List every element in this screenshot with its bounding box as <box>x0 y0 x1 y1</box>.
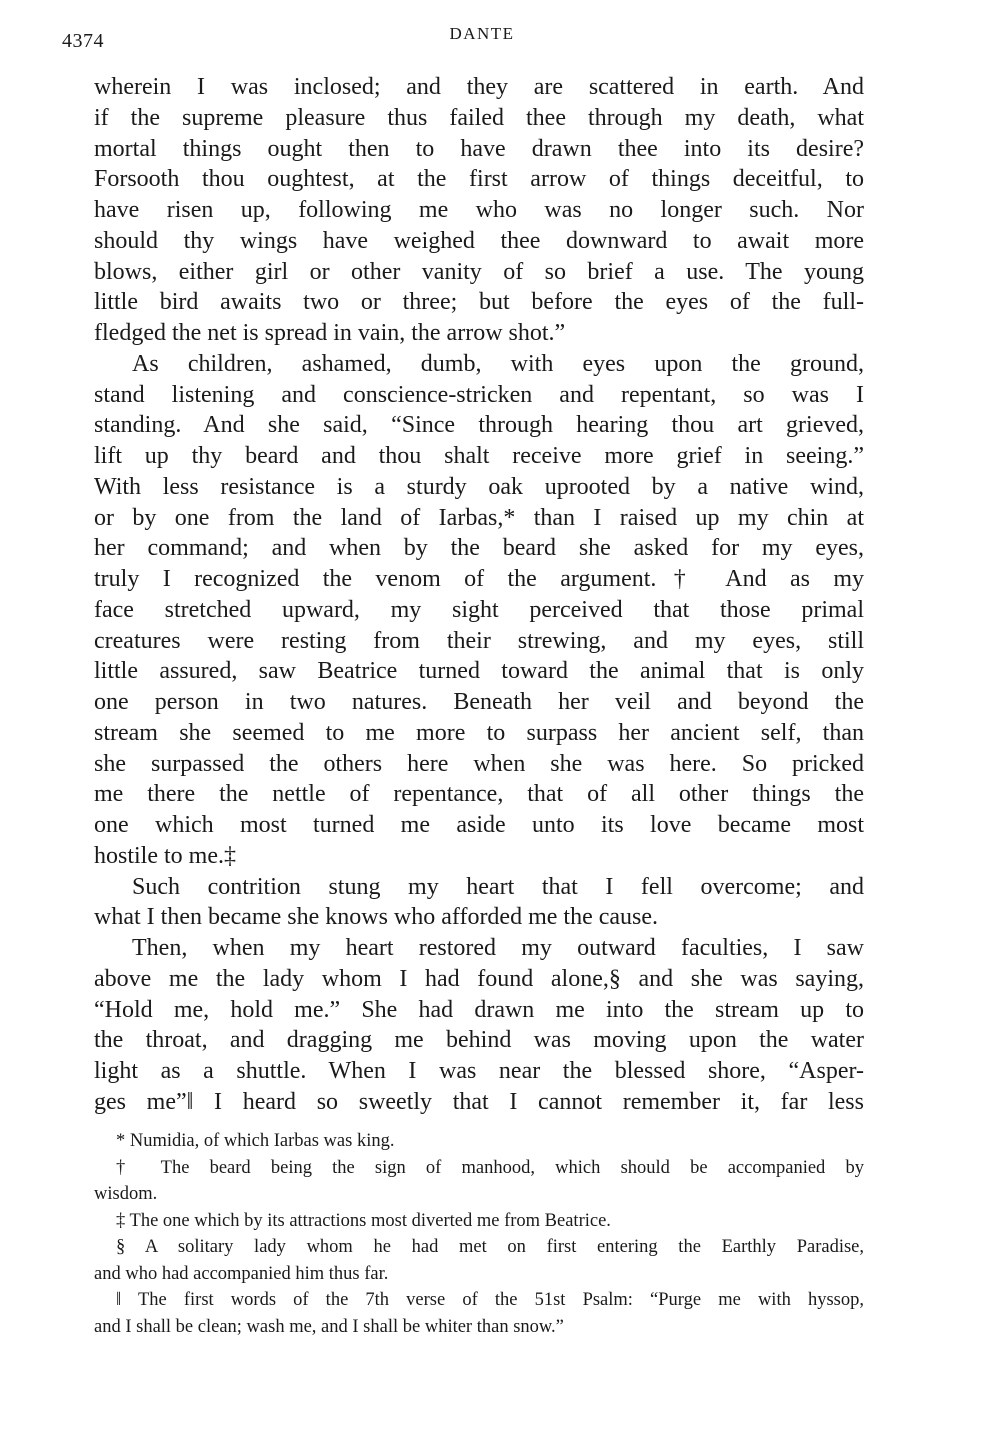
footnote <box>94 1155 864 1208</box>
text-line: mortal things ought then to have drawn thee into its desire? <box>94 135 864 162</box>
text-line: have risen up, following me who was no longer such. Nor <box>94 197 864 223</box>
footnote <box>94 1234 864 1287</box>
footnote-line: and I shall be clean; wash me, and I shall be whiter than snow.” <box>94 1316 564 1337</box>
footnote <box>94 1128 864 1155</box>
footnote-line: * Numidia, of which Iarbas was king. <box>116 1131 395 1151</box>
text-line: light as a shuttle. When I was near the blessed shore, “Asper- <box>94 1058 864 1084</box>
text-line: lift up thy beard and thou shalt receive more grief in seeing.” <box>94 443 864 469</box>
footnotes <box>94 1128 864 1340</box>
footnote-line: ‡ The one which by its attractions most diverted me from Beatrice. <box>116 1210 611 1231</box>
page-number: 4374 <box>62 30 104 52</box>
paragraph <box>94 872 864 934</box>
footnote-line: and who had accompanied him thus far. <box>94 1263 389 1284</box>
text-line: above me the lady whom I had found alone,§ and she was saying, <box>94 965 864 992</box>
text-line: face stretched upward, my sight perceived that those primal <box>94 596 864 623</box>
text-line: if the supreme pleasure thus failed thee through my death, what <box>94 104 864 131</box>
text-line: she surpassed the others here when she was here. So pricked <box>94 750 864 777</box>
text-line: creatures were resting from their strewing, and my eyes, still <box>94 627 864 654</box>
text-line: little bird awaits two or three; but before the eyes of the full- <box>94 289 864 316</box>
text-line: wherein I was inclosed; and they are scattered in earth. And <box>94 74 864 100</box>
text-line: or by one from the land of Iarbas,* than I raised up my chin at <box>94 504 864 531</box>
text-line: what I then became she knows who afforded me the cause. <box>94 904 659 931</box>
text-line: her command; and when by the beard she asked for my eyes, <box>94 535 864 562</box>
text-line: “Hold me, hold me.” She had drawn me into the stream up to <box>94 996 864 1023</box>
footnote-line: § A solitary lady whom he had met on first entering the Earthly Paradise, <box>116 1237 864 1257</box>
text-line: the throat, and dragging me behind was moving upon the water <box>94 1027 864 1054</box>
text-line: ges me”‖ I heard so sweetly that I cannot remember it, far less <box>94 1088 864 1115</box>
text-line: fledged the net is spread in vain, the arrow shot.” <box>94 320 566 346</box>
body-text <box>94 72 864 1118</box>
footnote <box>94 1287 864 1340</box>
text-line: With less resistance is a sturdy oak uprooted by a native wind, <box>94 473 864 500</box>
text-line: Such contrition stung my heart that I fell overcome; and <box>132 873 864 900</box>
footnote-line: † The beard being the sign of manhood, which should be accompanied by <box>116 1157 864 1178</box>
paragraph <box>94 349 864 872</box>
text-line: truly I recognized the venom of the argument.† And as my <box>94 566 864 592</box>
footnote <box>94 1208 864 1235</box>
text-line: little assured, saw Beatrice turned toward the animal that is only <box>94 658 864 685</box>
text-line: blows, either girl or other vanity of so brief a use. The young <box>94 258 864 285</box>
footnote-line: wisdom. <box>94 1184 158 1204</box>
text-line: Then, when my heart restored my outward faculties, I saw <box>132 935 864 961</box>
text-line: standing. And she said, “Since through hearing thou art grieved, <box>94 412 864 439</box>
text-line: hostile to me.‡ <box>94 842 236 869</box>
text-line: As children, ashamed, dumb, with eyes upon the ground, <box>132 350 864 377</box>
paragraph <box>94 933 864 1118</box>
text-line: stand listening and conscience-stricken and repentant, so was I <box>94 381 864 408</box>
running-title: DANTE <box>449 24 515 43</box>
text-line: me there the nettle of repentance, that of all other things the <box>94 781 864 808</box>
footnote-line: ‖ The first words of the 7th verse of the 51st Psalm: “Purge me with hyssop, <box>116 1290 864 1310</box>
text-line: stream she seemed to me more to surpass her ancient self, than <box>94 719 864 746</box>
text-line: Forsooth thou oughtest, at the first arrow of things deceitful, to <box>94 166 864 193</box>
paragraph <box>94 72 864 349</box>
text-line: one which most turned me aside unto its love became most <box>94 812 864 838</box>
text-line: one person in two natures. Beneath her veil and beyond the <box>94 689 864 715</box>
text-line: should thy wings have weighed thee downward to await more <box>94 227 864 254</box>
